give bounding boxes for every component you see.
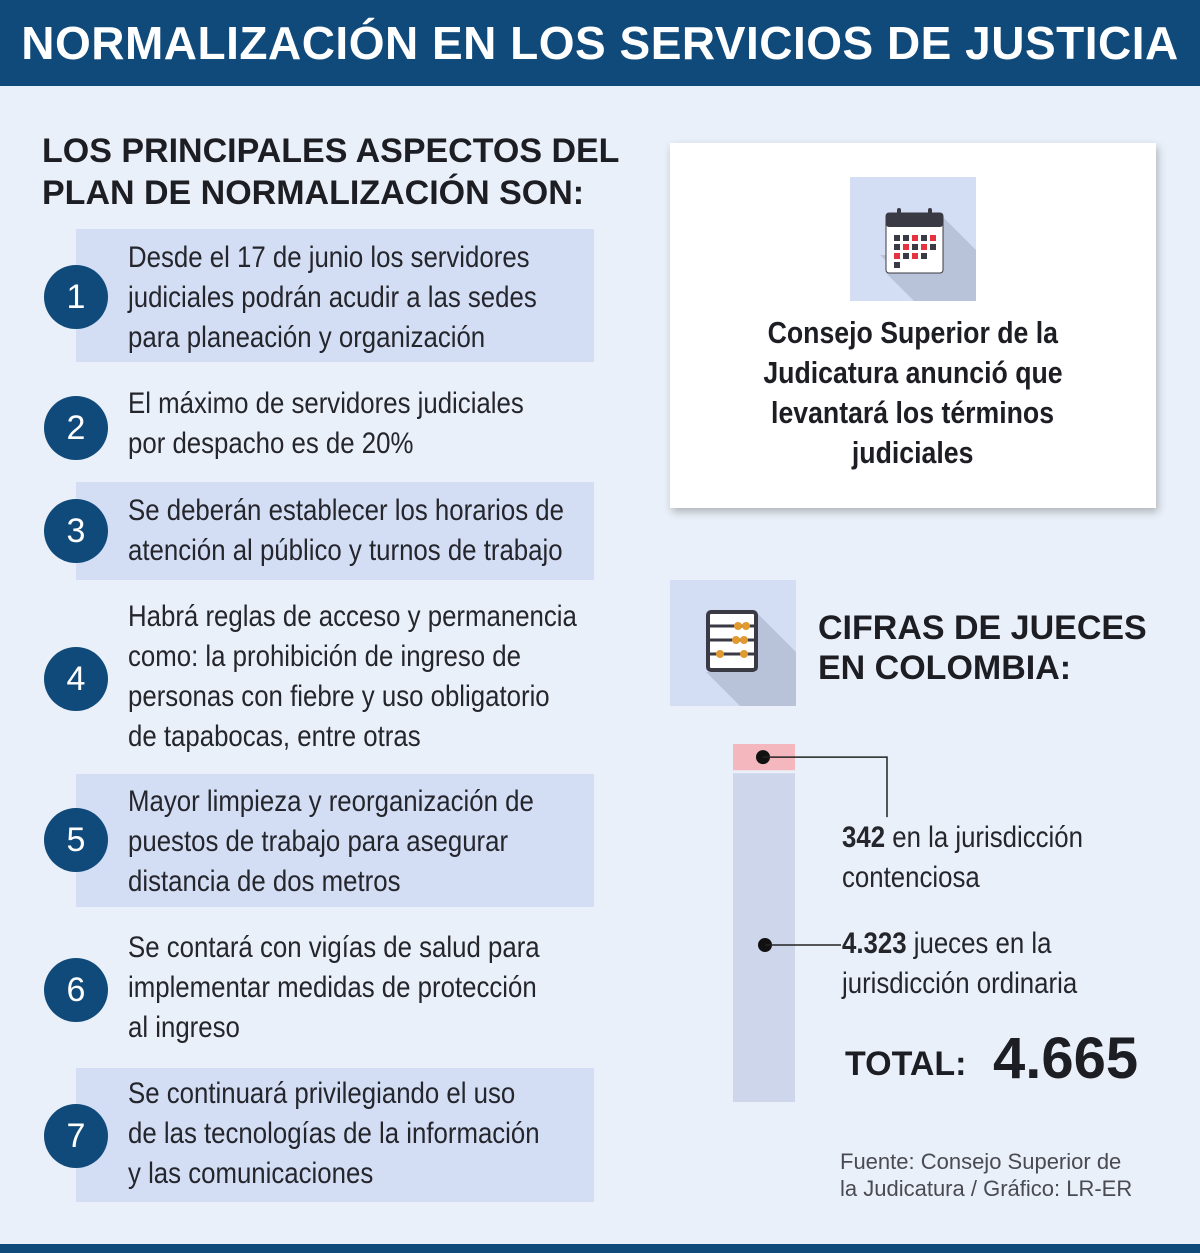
item-line: Se continuará privilegiando el uso [128, 1077, 516, 1110]
item-number-badge: 6 [44, 958, 108, 1022]
item-number-badge: 7 [44, 1104, 108, 1168]
item-line: personas con fiebre y uso obligatorio [128, 680, 550, 713]
item-4-text [128, 597, 577, 757]
announcement-line: Judicatura anunció que [763, 355, 1063, 390]
item-line: al ingreso [128, 1011, 240, 1044]
item-line: Se contará con vigías de salud para [128, 931, 540, 964]
page-header [0, 0, 1200, 86]
total-label: TOTAL: [845, 1045, 967, 1083]
stat-label: jurisdicción ordinaria [842, 967, 1078, 1000]
item-line: judiciales podrán acudir a las sedes [128, 281, 537, 314]
announcement-line: Consejo Superior de la [767, 315, 1059, 350]
item-line: distancia de dos metros [128, 865, 401, 898]
stat-label: jueces en la [906, 927, 1052, 960]
bar-segment-2 [733, 773, 795, 1102]
total-value: 4.665 [993, 1026, 1139, 1091]
footer-bar [0, 1244, 1200, 1253]
item-number-badge: 3 [44, 499, 108, 563]
item-line: atención al público y turnos de trabajo [128, 534, 563, 567]
cifras-title [818, 608, 1178, 688]
item-3-text [128, 491, 565, 571]
stat-ordinaria [842, 924, 1077, 1004]
stat-contenciosa [842, 818, 1083, 898]
stat-label: contenciosa [842, 861, 980, 894]
item-number-badge: 2 [44, 396, 108, 460]
subtitle-line: PLAN DE NORMALIZACIÓN SON: [42, 174, 585, 212]
item-number-badge: 4 [44, 647, 108, 711]
cifras-title-line: CIFRAS DE JUECES [818, 609, 1147, 647]
item-line: de las tecnologías de la información [128, 1117, 540, 1150]
item-7-text [128, 1074, 540, 1194]
item-6-text [128, 928, 540, 1048]
announcement-line: levantará los términos [771, 395, 1055, 430]
cifras-title-line: EN COLOMBIA: [818, 649, 1072, 687]
item-line: Mayor limpieza y reorganización de [128, 785, 534, 818]
item-5-text [128, 782, 534, 902]
item-line: Se deberán establecer los horarios de [128, 494, 565, 527]
source-note [840, 1148, 1180, 1202]
calendar-icon [850, 177, 976, 301]
item-line: implementar medidas de protección [128, 971, 537, 1004]
announcement-line: judiciales [852, 435, 974, 470]
item-number-badge: 5 [44, 808, 108, 872]
item-line: puestos de trabajo para asegurar [128, 825, 509, 858]
item-line: Habrá reglas de acceso y permanencia [128, 600, 577, 633]
section-subtitle [42, 130, 642, 214]
stat-value: 4.323 [842, 927, 907, 960]
item-number-badge: 1 [44, 265, 108, 329]
item-line: como: la prohibición de ingreso de [128, 640, 521, 673]
item-1-text [128, 238, 537, 358]
stat-value: 342 [842, 821, 886, 854]
item-2-text [128, 384, 524, 464]
stat-label: en la jurisdicción [885, 821, 1083, 854]
item-line: de tapabocas, entre otras [128, 720, 421, 753]
subtitle-line: LOS PRINCIPALES ASPECTOS DEL [42, 132, 620, 170]
page-title: NORMALIZACIÓN EN LOS SERVICIOS DE JUSTICIA [21, 17, 1179, 69]
item-line: y las comunicaciones [128, 1157, 374, 1190]
item-line: para planeación y organización [128, 321, 486, 354]
item-line: Desde el 17 de junio los servidores [128, 241, 530, 274]
announcement-text [670, 313, 1156, 473]
source-line: la Judicatura / Gráfico: LR-ER [840, 1176, 1133, 1201]
item-line: por despacho es de 20% [128, 427, 414, 460]
source-line: Fuente: Consejo Superior de [840, 1149, 1122, 1174]
item-line: El máximo de servidores judiciales [128, 387, 524, 420]
abacus-icon [670, 580, 796, 706]
